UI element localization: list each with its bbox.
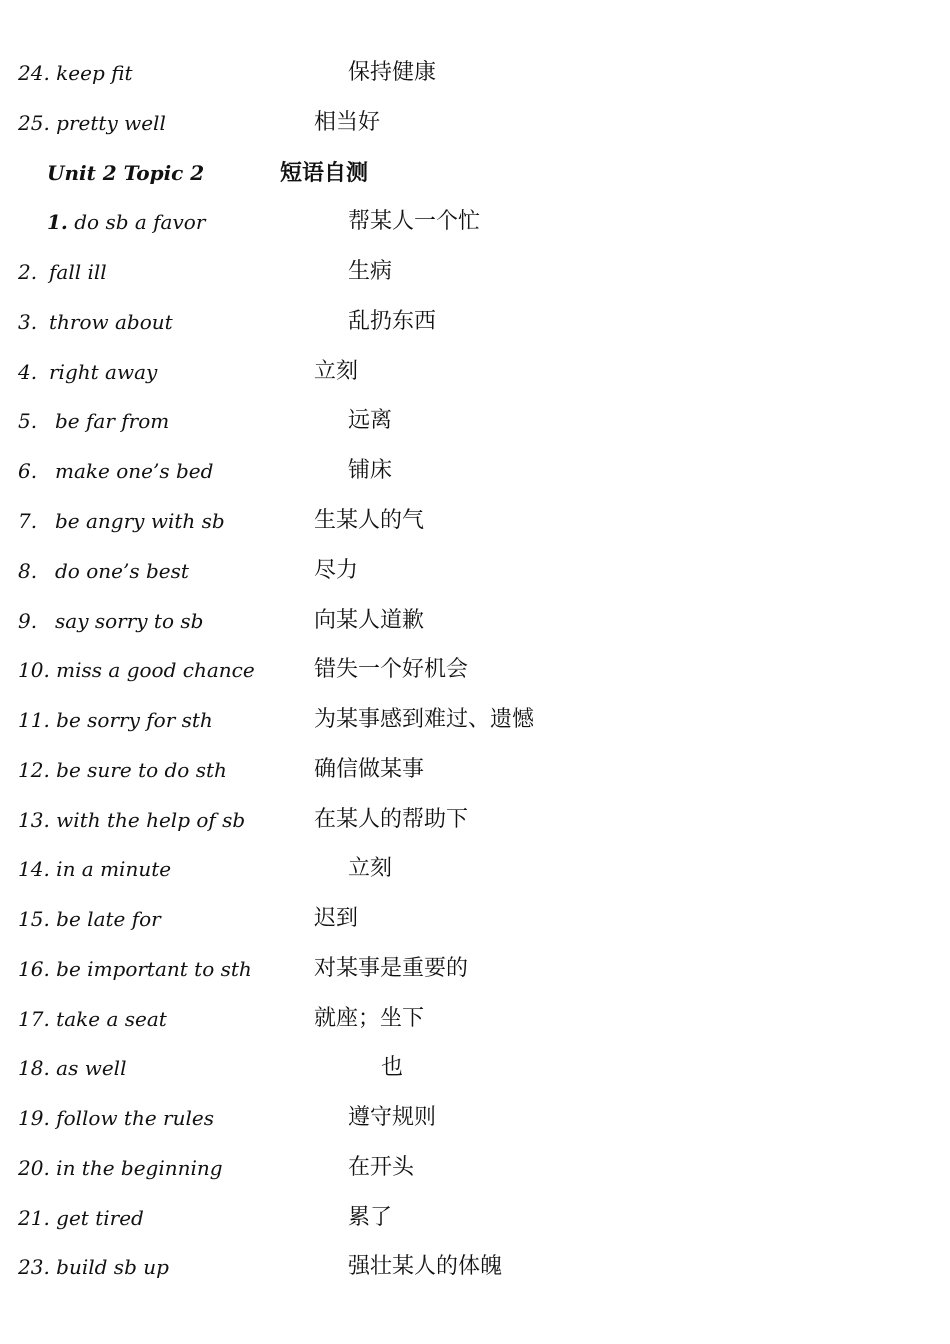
- phrase-number: 16.: [18, 957, 50, 981]
- phrase-english: fall ill: [49, 260, 107, 284]
- phrase-english: right away: [49, 360, 158, 384]
- phrase-english: say sorry to sb: [55, 609, 204, 633]
- phrase-chinese: 确信做某事: [314, 757, 425, 782]
- phrase-number: 23.: [18, 1255, 50, 1279]
- phrase-number: 2.: [18, 260, 38, 284]
- phrase-english: 24. keep fit: [18, 61, 133, 85]
- phrase-row: [0, 501, 950, 541]
- phrase-chinese: 尽力: [314, 558, 359, 583]
- phrase-number: 1.: [47, 210, 68, 234]
- phrase-english: 13. with the help of sb: [18, 808, 246, 832]
- phrase-number: 6.: [18, 459, 38, 483]
- phrase-chinese: 为某事感到难过、遗憾: [314, 707, 535, 732]
- phrase-row: [0, 949, 950, 989]
- phrase-chinese: 立刻: [348, 856, 393, 881]
- phrase-number: 9.: [18, 609, 38, 633]
- phrase-number: 21.: [18, 1206, 50, 1230]
- phrase-chinese: 铺床: [348, 458, 393, 483]
- phrase-row: [0, 700, 950, 740]
- phrase-english: 14. in a minute: [18, 857, 172, 881]
- phrase-english: 25. pretty well: [18, 111, 166, 135]
- phrase-chinese: 生病: [348, 259, 393, 284]
- phrase-row: [0, 53, 950, 93]
- phrase-chinese: 就座；坐下: [314, 1006, 425, 1031]
- phrase-english: make one’s bed: [55, 459, 214, 483]
- phrase-number: 24.: [18, 61, 50, 85]
- phrase-english: 10. miss a good chance: [18, 658, 255, 682]
- phrase-row: [0, 103, 950, 143]
- phrase-english: 23. build sb up: [18, 1255, 169, 1279]
- phrase-row: [0, 999, 950, 1039]
- phrase-chinese: 相当好: [314, 110, 381, 135]
- phrase-row: [0, 451, 950, 491]
- phrase-english: throw about: [49, 310, 173, 334]
- phrase-chinese: 立刻: [314, 359, 359, 384]
- phrase-chinese: 迟到: [314, 906, 359, 931]
- phrase-row: [0, 401, 950, 441]
- phrase-row: [0, 1247, 950, 1287]
- phrase-chinese: 遵守规则: [348, 1105, 437, 1130]
- phrase-english: be far from: [55, 409, 170, 433]
- phrase-chinese: 对某事是重要的: [314, 956, 469, 981]
- phrase-english: 17. take a seat: [18, 1007, 167, 1031]
- phrase-chinese: 在开头: [348, 1155, 415, 1180]
- phrase-chinese: 生某人的气: [314, 508, 425, 533]
- phrase-number: 12.: [18, 758, 50, 782]
- phrase-chinese: 强壮某人的体魄: [348, 1254, 503, 1279]
- section-heading-chinese: 短语自测: [280, 160, 369, 186]
- phrase-chinese: 保持健康: [348, 60, 437, 85]
- phrase-row: [0, 352, 950, 392]
- phrase-chinese: 在某人的帮助下: [314, 807, 469, 832]
- phrase-row: [0, 1098, 950, 1138]
- phrase-row: [0, 551, 950, 591]
- phrase-english: be angry with sb: [55, 509, 225, 533]
- phrase-row: [0, 650, 950, 690]
- section-heading: [0, 153, 950, 193]
- phrase-number: 7.: [18, 509, 38, 533]
- phrase-number: 5.: [18, 409, 38, 433]
- phrase-english: 20. in the beginning: [18, 1156, 223, 1180]
- phrase-row: [0, 202, 950, 242]
- phrase-english: 1. do sb a favor: [47, 210, 206, 234]
- phrase-row: [0, 1198, 950, 1238]
- phrase-row: [0, 601, 950, 641]
- phrase-row: [0, 252, 950, 292]
- phrase-number: 19.: [18, 1106, 50, 1130]
- phrase-number: 20.: [18, 1156, 50, 1180]
- phrase-english: do one’s best: [55, 559, 189, 583]
- phrase-number: 15.: [18, 907, 50, 931]
- phrase-number: 3.: [18, 310, 38, 334]
- phrase-chinese: 错失一个好机会: [314, 657, 469, 682]
- phrase-english: 21. get tired: [18, 1206, 144, 1230]
- phrase-number: 4.: [18, 360, 38, 384]
- phrase-chinese: 也: [381, 1055, 404, 1080]
- phrase-row: [0, 800, 950, 840]
- phrase-row: [0, 849, 950, 889]
- phrase-row: [0, 750, 950, 790]
- phrase-english: 11. be sorry for sth: [18, 708, 213, 732]
- phrase-english: 15. be late for: [18, 907, 161, 931]
- phrase-number: 17.: [18, 1007, 50, 1031]
- phrase-row: [0, 302, 950, 342]
- phrase-chinese: 累了: [348, 1205, 393, 1230]
- phrase-english: 16. be important to sth: [18, 957, 252, 981]
- section-heading-english: Unit 2 Topic 2: [47, 161, 205, 185]
- phrase-row: [0, 1148, 950, 1188]
- phrase-row: [0, 899, 950, 939]
- phrase-number: 18.: [18, 1056, 50, 1080]
- phrase-number: 8.: [18, 559, 38, 583]
- phrase-chinese: 远离: [348, 408, 393, 433]
- phrase-english: 12. be sure to do sth: [18, 758, 227, 782]
- phrase-english: 19. follow the rules: [18, 1106, 214, 1130]
- phrase-number: 25.: [18, 111, 50, 135]
- phrase-number: 10.: [18, 658, 50, 682]
- phrase-number: 14.: [18, 857, 50, 881]
- phrase-chinese: 帮某人一个忙: [348, 209, 481, 234]
- phrase-english: 18. as well: [18, 1056, 127, 1080]
- phrase-chinese: 乱扔东西: [348, 309, 437, 334]
- phrase-row: [0, 1048, 950, 1088]
- phrase-number: 13.: [18, 808, 50, 832]
- phrase-chinese: 向某人道歉: [314, 608, 425, 633]
- phrase-number: 11.: [18, 708, 50, 732]
